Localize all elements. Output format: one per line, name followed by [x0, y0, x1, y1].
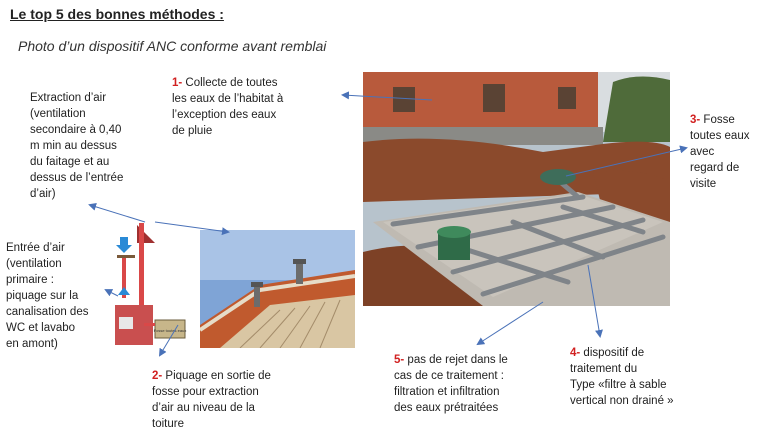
item-2-text: 2- Piquage en sortie de fosse pour extraction d’air au niveau de la toiture [152, 370, 271, 430]
ventilation-diagram [115, 215, 200, 347]
entree-text: Entrée d’air (ventilation primaire : piquage sur la canalisation des WC et lavabo en amont) [6, 242, 89, 350]
item-4-text: 4- dispositif de traitement du Type «filtre à sable vertical non drainé » [570, 347, 674, 407]
roof-vent-photo [200, 230, 355, 348]
item-1-text: 1- Collecte de toutes les eaux de l’habitat à l’exception des eaux de pluie [172, 77, 284, 137]
page-title: Le top 5 des bonnes méthodes : [10, 6, 224, 22]
anc-site-photo [363, 72, 670, 306]
item-5-text: 5- pas de rejet dans le cas de ce traitement : filtration et infiltration des eaux prétraitées [394, 354, 508, 414]
page-subtitle: Photo d’un dispositif ANC conforme avant remblai [18, 38, 327, 54]
svg-text:Fosse toutes eaux: Fosse toutes eaux [153, 328, 187, 333]
extraction-text: Extraction d’air (ventilation secondaire à 0,40 m min au dessus du faitage et au dessus de l’entrée d’air) [30, 92, 124, 200]
item-3-text: 3- Fosse toutes eaux avec regard de visite [690, 114, 750, 190]
